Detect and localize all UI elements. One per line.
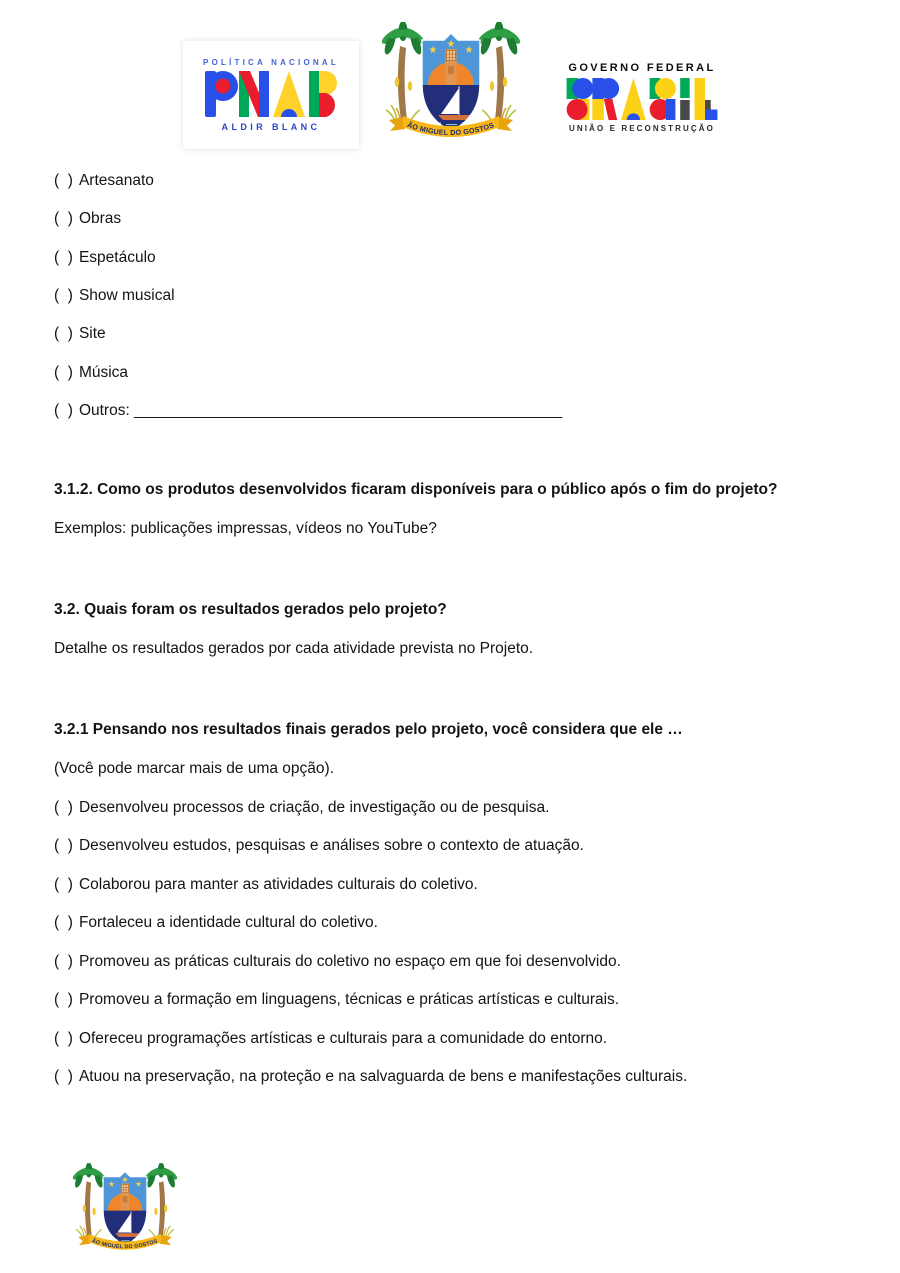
result-option bbox=[54, 952, 621, 971]
result-option bbox=[54, 990, 619, 1009]
result-option bbox=[54, 1067, 687, 1086]
fill-in-blank[interactable]: ________________________________________________ bbox=[134, 402, 563, 419]
section-title: 3.2. Quais foram os resultados gerados pelo projeto? bbox=[54, 601, 447, 618]
option-label: Espetáculo bbox=[78, 249, 156, 266]
option-label: Ofereceu programações artísticas e culturais para a comunidade do entorno. bbox=[78, 1030, 608, 1047]
product-option bbox=[54, 363, 128, 382]
option-label: Promoveu a formação em linguagens, técnicas e práticas artísticas e culturais. bbox=[78, 991, 620, 1008]
result-option bbox=[54, 913, 378, 932]
section-subtitle: Exemplos: publicações impressas, vídeos no YouTube? bbox=[54, 520, 437, 537]
gov-logo-bottom-text: UNIÃO E RECONSTRUÇÃO bbox=[568, 124, 715, 133]
checkbox-marker[interactable]: ( ) bbox=[54, 914, 73, 931]
gov-logo-top-text: GOVERNO FEDERAL bbox=[568, 62, 716, 74]
result-option bbox=[54, 1029, 607, 1048]
option-label: Outros: bbox=[78, 402, 130, 419]
brasil-wordmark-icon bbox=[566, 78, 718, 120]
checkbox-marker[interactable]: ( ) bbox=[54, 799, 73, 816]
option-label: Obras bbox=[78, 210, 122, 227]
option-label: Artesanato bbox=[78, 172, 154, 189]
checkbox-marker[interactable]: ( ) bbox=[54, 953, 73, 970]
product-option bbox=[54, 286, 175, 305]
checkbox-marker[interactable]: ( ) bbox=[54, 991, 73, 1008]
pnab-wordmark-icon bbox=[205, 71, 337, 117]
checkbox-marker[interactable]: ( ) bbox=[54, 210, 73, 227]
municipal-crest-icon bbox=[378, 22, 524, 145]
pnab-logo bbox=[183, 41, 359, 149]
municipal-crest-footer-icon bbox=[70, 1163, 180, 1256]
option-label: Site bbox=[78, 325, 106, 342]
checkbox-marker[interactable]: ( ) bbox=[54, 876, 73, 893]
checkbox-marker[interactable]: ( ) bbox=[54, 837, 73, 854]
product-option bbox=[54, 324, 106, 343]
section-subtitle: (Você pode marcar mais de uma opção). bbox=[54, 760, 334, 777]
result-option bbox=[54, 836, 584, 855]
option-label: Desenvolveu processos de criação, de investigação ou de pesquisa. bbox=[78, 799, 550, 816]
governo-federal-logo bbox=[558, 62, 726, 133]
option-label: Música bbox=[78, 364, 129, 381]
pnab-logo-top-text: POLÍTICA NACIONAL bbox=[203, 58, 339, 67]
result-option bbox=[54, 798, 549, 817]
option-label: Desenvolveu estudos, pesquisas e análises sobre o contexto de atuação. bbox=[78, 837, 584, 854]
option-label: Show musical bbox=[78, 287, 175, 304]
option-label: Fortaleceu a identidade cultural do coletivo. bbox=[78, 914, 378, 931]
option-label: Promoveu as práticas culturais do coletivo no espaço em que foi desenvolvido. bbox=[78, 953, 621, 970]
result-option bbox=[54, 875, 478, 894]
product-option bbox=[54, 248, 156, 267]
product-option bbox=[54, 171, 154, 190]
product-option bbox=[54, 209, 121, 228]
product-option-outros bbox=[54, 401, 562, 420]
checkbox-marker[interactable]: ( ) bbox=[54, 1068, 73, 1085]
option-label: Atuou na preservação, na proteção e na salvaguarda de bens e manifestações culturais. bbox=[78, 1068, 688, 1085]
checkbox-marker[interactable]: ( ) bbox=[54, 325, 73, 342]
checkbox-marker[interactable]: ( ) bbox=[54, 172, 73, 189]
checkbox-marker[interactable]: ( ) bbox=[54, 364, 73, 381]
checkbox-marker[interactable]: ( ) bbox=[54, 287, 73, 304]
section-title: 3.2.1 Pensando nos resultados finais gerados pelo projeto, você considera que ele … bbox=[54, 721, 683, 738]
pnab-logo-bottom-text: ALDIR BLANC bbox=[221, 122, 321, 132]
checkbox-marker[interactable]: ( ) bbox=[54, 1030, 73, 1047]
section-title: 3.1.2. Como os produtos desenvolvidos ficaram disponíveis para o público após o fim do projeto? bbox=[54, 481, 778, 498]
section-subtitle: Detalhe os resultados gerados por cada atividade prevista no Projeto. bbox=[54, 640, 534, 657]
checkbox-marker[interactable]: ( ) bbox=[54, 249, 73, 266]
option-label: Colaborou para manter as atividades culturais do coletivo. bbox=[78, 876, 478, 893]
checkbox-marker[interactable]: ( ) bbox=[54, 402, 73, 419]
